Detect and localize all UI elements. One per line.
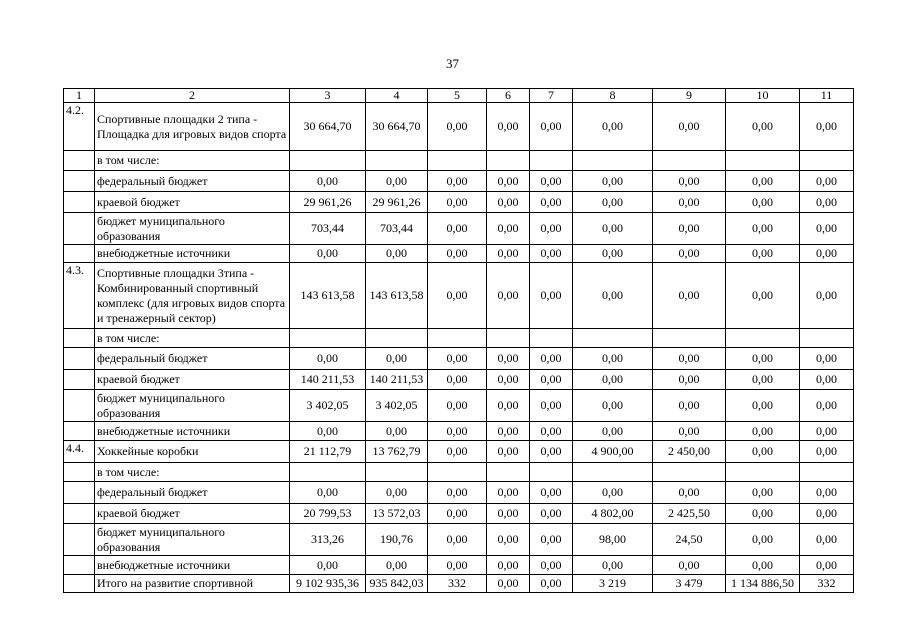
value-cell: 0,00 <box>726 390 800 422</box>
table-row <box>64 192 854 213</box>
row-index <box>64 524 95 556</box>
value-cell: 0,00 <box>573 171 653 192</box>
value-cell: 0,00 <box>530 575 573 593</box>
value-cell: 0,00 <box>487 103 530 151</box>
table-row <box>64 575 854 593</box>
value-cell <box>487 463 530 482</box>
value-cell: 21 112,79 <box>290 441 366 463</box>
value-cell: 0,00 <box>428 504 487 524</box>
value-cell: 332 <box>800 575 854 593</box>
table-row <box>64 171 854 192</box>
value-cell: 0,00 <box>290 422 366 441</box>
value-cell: 0,00 <box>428 245 487 263</box>
value-cell: 703,44 <box>290 213 366 245</box>
header-cell: 9 <box>653 89 726 103</box>
value-cell: 0,00 <box>800 390 854 422</box>
header-cell: 5 <box>428 89 487 103</box>
table-row <box>64 348 854 370</box>
value-cell <box>487 329 530 348</box>
value-cell: 0,00 <box>530 263 573 329</box>
row-index <box>64 504 95 524</box>
row-index <box>64 575 95 593</box>
value-cell: 0,00 <box>366 171 428 192</box>
value-cell <box>653 151 726 171</box>
value-cell <box>573 463 653 482</box>
value-cell: 0,00 <box>487 441 530 463</box>
value-cell <box>573 329 653 348</box>
value-cell: 2 425,50 <box>653 504 726 524</box>
header-cell: 2 <box>95 89 290 103</box>
header-cell: 4 <box>366 89 428 103</box>
value-cell <box>428 329 487 348</box>
value-cell: 29 961,26 <box>366 192 428 213</box>
value-cell: 0,00 <box>530 556 573 575</box>
value-cell: 0,00 <box>653 171 726 192</box>
value-cell: 0,00 <box>726 370 800 390</box>
row-label: краевой бюджет <box>95 370 290 390</box>
value-cell: 4 900,00 <box>573 441 653 463</box>
row-index <box>64 192 95 213</box>
value-cell: 0,00 <box>290 348 366 370</box>
value-cell: 0,00 <box>653 348 726 370</box>
value-cell: 0,00 <box>428 103 487 151</box>
value-cell <box>428 151 487 171</box>
value-cell: 20 799,53 <box>290 504 366 524</box>
value-cell: 0,00 <box>573 192 653 213</box>
value-cell <box>726 329 800 348</box>
value-cell: 0,00 <box>726 504 800 524</box>
value-cell: 0,00 <box>726 524 800 556</box>
row-label: федеральный бюджет <box>95 348 290 370</box>
value-cell: 0,00 <box>800 441 854 463</box>
value-cell <box>428 463 487 482</box>
value-cell: 13 572,03 <box>366 504 428 524</box>
value-cell: 0,00 <box>800 482 854 504</box>
table-row <box>64 504 854 524</box>
value-cell: 0,00 <box>290 556 366 575</box>
value-cell: 0,00 <box>428 524 487 556</box>
value-cell: 0,00 <box>487 245 530 263</box>
value-cell: 0,00 <box>428 370 487 390</box>
value-cell: 0,00 <box>800 370 854 390</box>
value-cell <box>487 151 530 171</box>
value-cell <box>726 463 800 482</box>
table-row <box>64 556 854 575</box>
value-cell: 0,00 <box>726 245 800 263</box>
value-cell: 0,00 <box>487 482 530 504</box>
value-cell <box>653 329 726 348</box>
value-cell <box>366 463 428 482</box>
value-cell <box>530 463 573 482</box>
row-label: федеральный бюджет <box>95 171 290 192</box>
value-cell: 0,00 <box>573 348 653 370</box>
row-label: в том числе: <box>95 463 290 482</box>
value-cell: 0,00 <box>428 390 487 422</box>
value-cell: 0,00 <box>800 556 854 575</box>
value-cell: 0,00 <box>428 192 487 213</box>
value-cell: 30 664,70 <box>366 103 428 151</box>
row-label: внебюджетные источники <box>95 422 290 441</box>
value-cell: 4 802,00 <box>573 504 653 524</box>
value-cell: 9 102 935,36 <box>290 575 366 593</box>
value-cell: 0,00 <box>800 213 854 245</box>
value-cell: 29 961,26 <box>290 192 366 213</box>
header-cell: 11 <box>800 89 854 103</box>
value-cell <box>726 151 800 171</box>
value-cell: 0,00 <box>530 524 573 556</box>
value-cell: 0,00 <box>653 556 726 575</box>
value-cell: 0,00 <box>290 171 366 192</box>
value-cell: 0,00 <box>530 348 573 370</box>
value-cell <box>800 463 854 482</box>
value-cell: 0,00 <box>573 370 653 390</box>
row-label: Спортивные площадки 3типа - Комбинированный спортивный комплекс (для игровых видов спорта и тренажерный сектор) <box>95 263 290 329</box>
value-cell: 0,00 <box>530 441 573 463</box>
row-index <box>64 245 95 263</box>
value-cell: 190,76 <box>366 524 428 556</box>
value-cell: 0,00 <box>487 213 530 245</box>
value-cell: 0,00 <box>428 263 487 329</box>
value-cell: 0,00 <box>726 103 800 151</box>
value-cell: 0,00 <box>530 390 573 422</box>
value-cell: 0,00 <box>428 171 487 192</box>
row-label: Итого на развитие спортивной <box>95 575 290 593</box>
row-label: бюджет муниципального образования <box>95 213 290 245</box>
table-row <box>64 390 854 422</box>
value-cell: 0,00 <box>726 422 800 441</box>
table-row <box>64 213 854 245</box>
value-cell: 0,00 <box>573 103 653 151</box>
value-cell: 0,00 <box>653 103 726 151</box>
value-cell: 0,00 <box>530 213 573 245</box>
value-cell <box>653 463 726 482</box>
value-cell: 140 211,53 <box>366 370 428 390</box>
value-cell: 0,00 <box>487 263 530 329</box>
value-cell <box>573 151 653 171</box>
value-cell: 2 450,00 <box>653 441 726 463</box>
value-cell: 0,00 <box>530 504 573 524</box>
value-cell <box>290 151 366 171</box>
value-cell: 0,00 <box>726 263 800 329</box>
value-cell: 0,00 <box>290 482 366 504</box>
header-cell: 1 <box>64 89 95 103</box>
header-cell: 7 <box>530 89 573 103</box>
page-number: 37 <box>446 56 459 71</box>
value-cell: 0,00 <box>726 213 800 245</box>
value-cell: 0,00 <box>573 556 653 575</box>
value-cell: 98,00 <box>573 524 653 556</box>
value-cell: 0,00 <box>428 556 487 575</box>
row-index: 4.2. <box>64 103 95 151</box>
row-index <box>64 329 95 348</box>
value-cell: 0,00 <box>726 482 800 504</box>
header-cell: 10 <box>726 89 800 103</box>
value-cell: 0,00 <box>800 504 854 524</box>
row-label: краевой бюджет <box>95 192 290 213</box>
table-row <box>64 370 854 390</box>
value-cell: 0,00 <box>653 422 726 441</box>
row-index <box>64 390 95 422</box>
value-cell <box>290 329 366 348</box>
table-row <box>64 482 854 504</box>
row-label: федеральный бюджет <box>95 482 290 504</box>
value-cell: 0,00 <box>653 263 726 329</box>
value-cell <box>800 329 854 348</box>
table-row <box>64 441 854 463</box>
value-cell: 0,00 <box>428 213 487 245</box>
value-cell: 0,00 <box>530 103 573 151</box>
value-cell: 332 <box>428 575 487 593</box>
value-cell: 0,00 <box>573 213 653 245</box>
value-cell: 0,00 <box>726 171 800 192</box>
value-cell: 0,00 <box>800 524 854 556</box>
value-cell: 0,00 <box>726 192 800 213</box>
value-cell: 3 402,05 <box>366 390 428 422</box>
value-cell: 0,00 <box>653 390 726 422</box>
value-cell: 0,00 <box>726 441 800 463</box>
row-label: бюджет муниципального образования <box>95 524 290 556</box>
value-cell: 3 219 <box>573 575 653 593</box>
row-label: в том числе: <box>95 329 290 348</box>
header-cell: 8 <box>573 89 653 103</box>
table-row <box>64 422 854 441</box>
header-cell: 6 <box>487 89 530 103</box>
row-label: краевой бюджет <box>95 504 290 524</box>
value-cell: 0,00 <box>573 245 653 263</box>
value-cell: 0,00 <box>530 171 573 192</box>
value-cell: 0,00 <box>530 370 573 390</box>
value-cell <box>530 151 573 171</box>
value-cell: 140 211,53 <box>290 370 366 390</box>
value-cell: 0,00 <box>366 422 428 441</box>
row-label: в том числе: <box>95 151 290 171</box>
value-cell: 313,26 <box>290 524 366 556</box>
value-cell: 0,00 <box>530 245 573 263</box>
row-index <box>64 422 95 441</box>
value-cell: 24,50 <box>653 524 726 556</box>
value-cell: 0,00 <box>530 422 573 441</box>
row-index <box>64 151 95 171</box>
value-cell: 0,00 <box>653 370 726 390</box>
row-index <box>64 556 95 575</box>
value-cell <box>290 463 366 482</box>
value-cell: 0,00 <box>487 171 530 192</box>
value-cell: 0,00 <box>487 348 530 370</box>
table-row <box>64 103 854 151</box>
row-label: внебюджетные источники <box>95 556 290 575</box>
row-label: Спортивные площадки 2 типа - Площадка для игровых видов спорта <box>95 103 290 151</box>
table-row <box>64 151 854 171</box>
value-cell: 0,00 <box>487 575 530 593</box>
row-label: внебюджетные источники <box>95 245 290 263</box>
table-row <box>64 463 854 482</box>
value-cell: 0,00 <box>573 482 653 504</box>
header-cell: 3 <box>290 89 366 103</box>
value-cell: 0,00 <box>653 192 726 213</box>
value-cell: 703,44 <box>366 213 428 245</box>
value-cell: 0,00 <box>800 245 854 263</box>
row-index <box>64 213 95 245</box>
value-cell: 0,00 <box>530 192 573 213</box>
value-cell: 0,00 <box>530 482 573 504</box>
table-row <box>64 524 854 556</box>
value-cell: 0,00 <box>487 422 530 441</box>
value-cell: 0,00 <box>653 245 726 263</box>
value-cell <box>366 329 428 348</box>
row-index <box>64 348 95 370</box>
value-cell: 3 479 <box>653 575 726 593</box>
value-cell: 0,00 <box>800 348 854 370</box>
value-cell: 143 613,58 <box>290 263 366 329</box>
value-cell: 0,00 <box>487 390 530 422</box>
value-cell: 0,00 <box>366 245 428 263</box>
value-cell: 0,00 <box>800 171 854 192</box>
value-cell: 0,00 <box>487 370 530 390</box>
row-label: Хоккейные коробки <box>95 441 290 463</box>
table-row <box>64 263 854 329</box>
value-cell: 0,00 <box>800 103 854 151</box>
table-row <box>64 329 854 348</box>
value-cell <box>530 329 573 348</box>
value-cell: 0,00 <box>726 556 800 575</box>
value-cell: 1 134 886,50 <box>726 575 800 593</box>
value-cell: 0,00 <box>800 192 854 213</box>
value-cell: 0,00 <box>653 213 726 245</box>
row-index: 4.4. <box>64 441 95 463</box>
value-cell <box>800 151 854 171</box>
value-cell: 0,00 <box>428 441 487 463</box>
value-cell: 0,00 <box>428 348 487 370</box>
row-label: бюджет муниципального образования <box>95 390 290 422</box>
value-cell: 935 842,03 <box>366 575 428 593</box>
value-cell: 0,00 <box>653 482 726 504</box>
value-cell: 0,00 <box>573 390 653 422</box>
value-cell: 0,00 <box>573 422 653 441</box>
header-row <box>64 89 854 103</box>
row-index <box>64 482 95 504</box>
value-cell: 0,00 <box>487 556 530 575</box>
value-cell: 30 664,70 <box>290 103 366 151</box>
row-index: 4.3. <box>64 263 95 329</box>
value-cell: 0,00 <box>487 524 530 556</box>
value-cell <box>366 151 428 171</box>
value-cell: 13 762,79 <box>366 441 428 463</box>
value-cell: 0,00 <box>573 263 653 329</box>
value-cell: 143 613,58 <box>366 263 428 329</box>
value-cell: 0,00 <box>428 422 487 441</box>
row-index <box>64 463 95 482</box>
value-cell: 3 402,05 <box>290 390 366 422</box>
value-cell: 0,00 <box>290 245 366 263</box>
table-row <box>64 245 854 263</box>
value-cell: 0,00 <box>726 348 800 370</box>
value-cell: 0,00 <box>366 348 428 370</box>
value-cell: 0,00 <box>487 504 530 524</box>
row-index <box>64 171 95 192</box>
value-cell: 0,00 <box>800 422 854 441</box>
value-cell: 0,00 <box>428 482 487 504</box>
budget-table <box>63 88 854 593</box>
value-cell: 0,00 <box>487 192 530 213</box>
row-index <box>64 370 95 390</box>
value-cell: 0,00 <box>800 263 854 329</box>
value-cell: 0,00 <box>366 556 428 575</box>
value-cell: 0,00 <box>366 482 428 504</box>
